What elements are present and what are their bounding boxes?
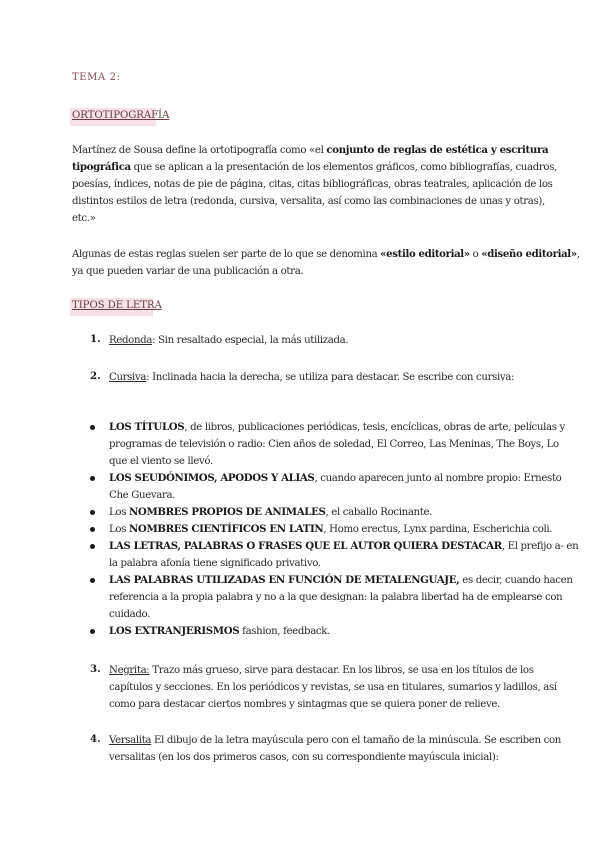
list-number-4: 4. bbox=[90, 733, 101, 745]
bullet-icon bbox=[90, 578, 95, 583]
list-item-redonda: Redonda: Sin resaltado especial, la más utilizada. bbox=[109, 335, 349, 346]
paragraph-1-line-2: tipográfica que se aplican a la presentación de los elementos gráficos, como bibliografías, cuadros, bbox=[72, 161, 557, 173]
bullet-icon bbox=[90, 510, 95, 515]
list-item-negrita-line-2: capítulos y secciones. En los periódicos y revistas, se usa en titulares, sumarios y ladillos, así bbox=[109, 682, 557, 693]
bullet-metalenguaje-line-1: LAS PALABRAS UTILIZADAS EN FUNCIÓN DE METALENGUAJE, es decir, cuando hacen bbox=[109, 574, 573, 586]
list-number-2: 2. bbox=[90, 370, 101, 382]
paragraph-1-line-1: Martínez de Sousa define la ortotipografía como «el conjunto de reglas de estética y escritura bbox=[72, 144, 549, 156]
list-number-3: 3. bbox=[90, 663, 101, 675]
bullet-extranjerismos: LOS EXTRANJERISMOS fashion, feedback. bbox=[109, 625, 330, 637]
paragraph-1-line-4: distintos estilos de letra (redonda, cursiva, versalita, así como las combinaciones de unas y otras), bbox=[72, 196, 545, 207]
list-number-1: 1. bbox=[90, 333, 101, 345]
bullet-destacar-line-1: LAS LETRAS, PALABRAS O FRASES QUE EL AUTOR QUIERA DESTACAR, El prefijo a- en bbox=[109, 540, 579, 552]
bullet-titulos-line-2: programas de televisión o radio: Cien años de soledad, El Correo, Las Meninas, The Boys, Lo bbox=[109, 439, 559, 450]
paragraph-2-line-1: Algunas de estas reglas suelen ser parte de lo que se denomina «estilo editorial» o «diseño editorial», bbox=[72, 248, 580, 260]
list-item-versalita-line-2: versalitas (en los dos primeros casos, con su correspondiente mayúscula inicial): bbox=[109, 752, 499, 763]
paragraph-2-line-2: ya que pueden variar de una publicación a otra. bbox=[72, 266, 304, 277]
bullet-icon bbox=[90, 544, 95, 549]
bullet-cientificos: Los NOMBRES CIENTÍFICOS EN LATIN, Homo erectus, Lynx pardina, Escherichia coli. bbox=[109, 523, 553, 535]
list-item-cursiva: Cursiva: Inclinada hacia la derecha, se utiliza para destacar. Se escribe con cursiva: bbox=[109, 372, 515, 383]
bullet-metalenguaje-line-2: referencia a la propia palabra y no a la que designan: la palabra libertad ha de emplearse con bbox=[109, 592, 563, 603]
bullet-metalenguaje-line-3: cuidado. bbox=[109, 609, 151, 620]
bullet-titulos-line-1: LOS TÍTULOS, de libros, publicaciones periódicas, tesis, encíclicas, obras de arte, películas y bbox=[109, 421, 565, 433]
bullet-icon bbox=[90, 527, 95, 532]
bullet-icon bbox=[90, 629, 95, 634]
list-item-negrita-line-3: como para destacar ciertos nombres y sintagmas que se quiera poner de relieve. bbox=[109, 699, 500, 710]
bullet-seudonimos-line-2: Che Guevara. bbox=[109, 490, 176, 501]
list-item-versalita-line-1: Versalita El dibujo de la letra mayúscula pero con el tamaño de la minúscula. Se escriben con bbox=[109, 735, 561, 746]
bullet-titulos-line-3: que el viento se llevó. bbox=[109, 456, 213, 467]
section-heading-tipos-de-letra: TIPOS DE LETRA bbox=[72, 300, 162, 311]
section-heading-ortotipografia: ORTOTIPOGRAFÍA bbox=[72, 110, 170, 121]
bullet-icon bbox=[90, 425, 95, 430]
bullet-icon bbox=[90, 476, 95, 481]
topic-label: TEMA 2: bbox=[72, 72, 121, 83]
bullet-destacar-line-2: la palabra afonía tiene significado privativo. bbox=[109, 558, 321, 569]
list-item-negrita-line-1: Negrita: Trazo más grueso, sirve para destacar. En los libros, se usa en los títulos de los bbox=[109, 665, 534, 676]
paragraph-1-line-3: poesías, índices, notas de pie de página, citas, citas bibliográficas, obras teatrales, aplicación de los bbox=[72, 179, 553, 190]
bullet-seudonimos-line-1: LOS SEUDÓNIMOS, APODOS Y ALIAS, cuando aparecen junto al nombre propio: Ernesto bbox=[109, 472, 562, 484]
bullet-animales: Los NOMBRES PROPIOS DE ANIMALES, el caballo Rocinante. bbox=[109, 506, 433, 518]
paragraph-1-line-5: etc.» bbox=[72, 213, 96, 224]
